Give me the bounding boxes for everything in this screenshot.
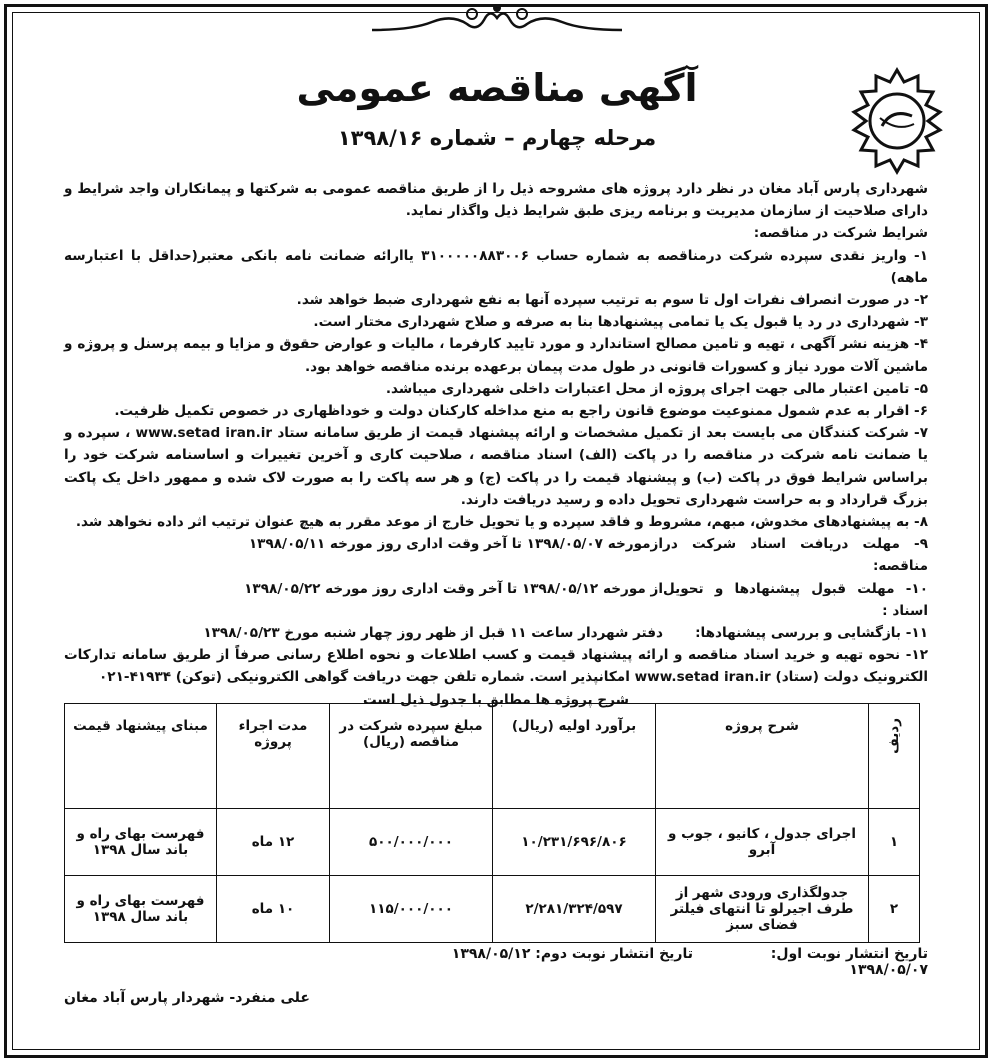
cell-deposit: ۵۰۰/۰۰۰/۰۰۰	[330, 809, 493, 876]
cell-price-basis: فهرست بهای راه و باند سال ۱۳۹۸	[65, 876, 217, 943]
publication-dates	[64, 946, 928, 978]
notice-title: آگهی مناقصه عمومی	[296, 66, 698, 110]
header-estimate: برآورد اولیه (ریال)	[493, 704, 656, 809]
table-row	[65, 809, 920, 876]
schedule-row	[64, 533, 928, 577]
ornament-icon	[372, 0, 622, 48]
cell-row-number: ۱	[869, 809, 920, 876]
cell-duration: ۱۰ ماه	[217, 876, 330, 943]
schedule-label: ۱۱- بازگشایی و بررسی پیشنهادها:	[695, 625, 928, 642]
condition-12: ۱۲- نحوه تهیه و خرید اسناد مناقصه و ارائه پیشنهاد قیمت و کسب اطلاعات و نحوه اطلاع رسانی صرفاً از طریق سامانه تدارکات الکترونیک دولت (ستاد) www.setad iran.ir امکانپذیر است. شماره تلفن جهت دریافت گواهی الکترونیکی (توکن) ۴۱۹۳۴-۰۲۱	[64, 647, 928, 686]
header-deposit: مبلغ سپرده شرکت در مناقصه (ریال)	[330, 704, 493, 809]
schedule-value: ازمورخه ۱۳۹۸/۰۵/۰۷ تا آخر وقت اداری روز مورخه ۱۳۹۸/۰۵/۱۱	[248, 536, 663, 553]
signature	[64, 990, 994, 1006]
cell-description: اجرای جدول ، کانیو ، جوب و آبرو	[656, 809, 869, 876]
second-publication-date: تاریخ انتشار نوبت دوم: ۱۳۹۸/۰۵/۱۲	[451, 946, 693, 962]
projects-table	[64, 703, 920, 943]
conditions-title: شرایط شرکت در مناقصه:	[753, 225, 928, 242]
condition-1: ۱- واریز نقدی سپرده شرکت درمناقصه به شماره حساب ۳۱۰۰۰۰۰۸۸۳۰۰۶ یاارائه ضمانت نامه بانکی معتبر(حداقل با اعتبارسه ماهه)	[64, 247, 928, 286]
table-header-row	[65, 704, 920, 809]
table-row	[65, 876, 920, 943]
cell-estimate: ۲/۲۸۱/۳۲۴/۵۹۷	[493, 876, 656, 943]
schedule-value: دفتر شهردار ساعت ۱۱ قبل از ظهر روز چهار شنبه مورخ ۱۳۹۸/۰۵/۲۳	[203, 625, 663, 642]
condition-5: ۵- تامین اعتبار مالی جهت اجرای پروژه از محل اعتبارات داخلی شهرداری میباشد.	[385, 380, 928, 397]
intro-paragraph: شهرداری پارس آباد مغان در نظر دارد پروژه های مشروحه ذیل را از طریق مناقصه عمومی به شرکتها و پیمانکاران واجد شرایط و دارای صلاحیت از سازمان مدیریت و برنامه ریزی طبق شرایط ذیل واگذار نماید.	[64, 181, 928, 220]
condition-7: ۷- شرکت کنندگان می بایست بعد از تکمیل مشخصات و ارائه پیشنهاد قیمت از طریق سامانه ستاد www.setad iran.ir ، سپرده و یا ضمانت نامه شرکت در مناقصه را در پاکت (الف) اسناد مناقصه ، صلاحیت کاری و آخرین تغییرات و اساسنامه شرکت خود را براساس شرایط فوق در پاکت (ب) و پیشنهاد قیمت را در پاکت (ج) و هر سه پاکت را به صورت لاک شده و ممهور داخل یک پاکت بزرگ قرارداد و به حراست شهرداری تحویل داده و رسید دریافت دارند.	[64, 425, 928, 508]
projects-caption: شرح پروژه ها مطابق با جدول ذیل است	[363, 691, 629, 708]
cell-duration: ۱۲ ماه	[217, 809, 330, 876]
condition-2: ۲- در صورت انصراف نفرات اول تا سوم به ترتیب سپرده آنها به نفع شهرداری ضبط خواهد شد.	[296, 292, 928, 309]
first-publication-date: تاریخ انتشار نوبت اول: ۱۳۹۸/۰۵/۰۷	[770, 946, 928, 978]
header-row-number: ردیف	[869, 704, 920, 809]
notice-body	[64, 178, 928, 711]
cell-price-basis: فهرست بهای راه و باند سال ۱۳۹۸	[65, 809, 217, 876]
header-price-basis: مبنای پیشنهاد قیمت	[65, 704, 217, 809]
header-duration: مدت اجراء پروژه	[217, 704, 330, 809]
schedule-label: ۹- مهلت دریافت اسناد شرکت در مناقصه:	[663, 536, 928, 575]
condition-4: ۴- هزینه نشر آگهی ، تهیه و تامین مصالح استاندارد و مورد تایید کارفرما ، مالیات و عوارض حقوق و مزایا و بیمه پرسنل و پروژه و ماشین آلات مورد نیاز و کسورات قانونی در طول مدت پیمان برعهده برنده مناقصه خواهد بود.	[64, 336, 928, 375]
schedule-row	[64, 622, 928, 644]
signature-text: علی منفرد- شهردار پارس آباد مغان	[64, 990, 310, 1006]
notice-subtitle: مرحله چهارم – شماره ۱۳۹۸/۱۶	[337, 126, 657, 150]
cell-row-number: ۲	[869, 876, 920, 943]
condition-3: ۳- شهرداری در رد یا قبول یک یا تمامی پیشنهادها بنا به صرفه و صلاح شهرداری مختار است.	[313, 314, 928, 331]
schedule-row	[64, 578, 928, 622]
header-description: شرح پروژه	[656, 704, 869, 809]
schedule-value: از مورخه ۱۳۹۸/۰۵/۱۲ تا آخر وقت اداری روز مورخه ۱۳۹۸/۰۵/۲۲	[244, 580, 663, 597]
condition-6: ۶- اقرار به عدم شمول ممنوعیت موضوع قانون راجع به منع مداخله کارکنان دولت و خوداظهاری در خصوص تکمیل ظرفیت.	[114, 403, 928, 420]
schedule-label: ۱۰- مهلت قبول پیشنهادها و تحویل اسناد :	[663, 580, 928, 619]
cell-estimate: ۱۰/۲۳۱/۶۹۶/۸۰۶	[493, 809, 656, 876]
cell-deposit: ۱۱۵/۰۰۰/۰۰۰	[330, 876, 493, 943]
condition-8: ۸- به پیشنهادهای مخدوش، مبهم، مشروط و فاقد سپرده و یا تحویل خارج از موعد مقرر به هیچ عنوان ترتیب اثر داده نخواهد شد.	[75, 514, 928, 531]
cell-description: جدولگذاری ورودی شهر از طرف اجیرلو تا انتهای فیلتر فضای سبز	[656, 876, 869, 943]
